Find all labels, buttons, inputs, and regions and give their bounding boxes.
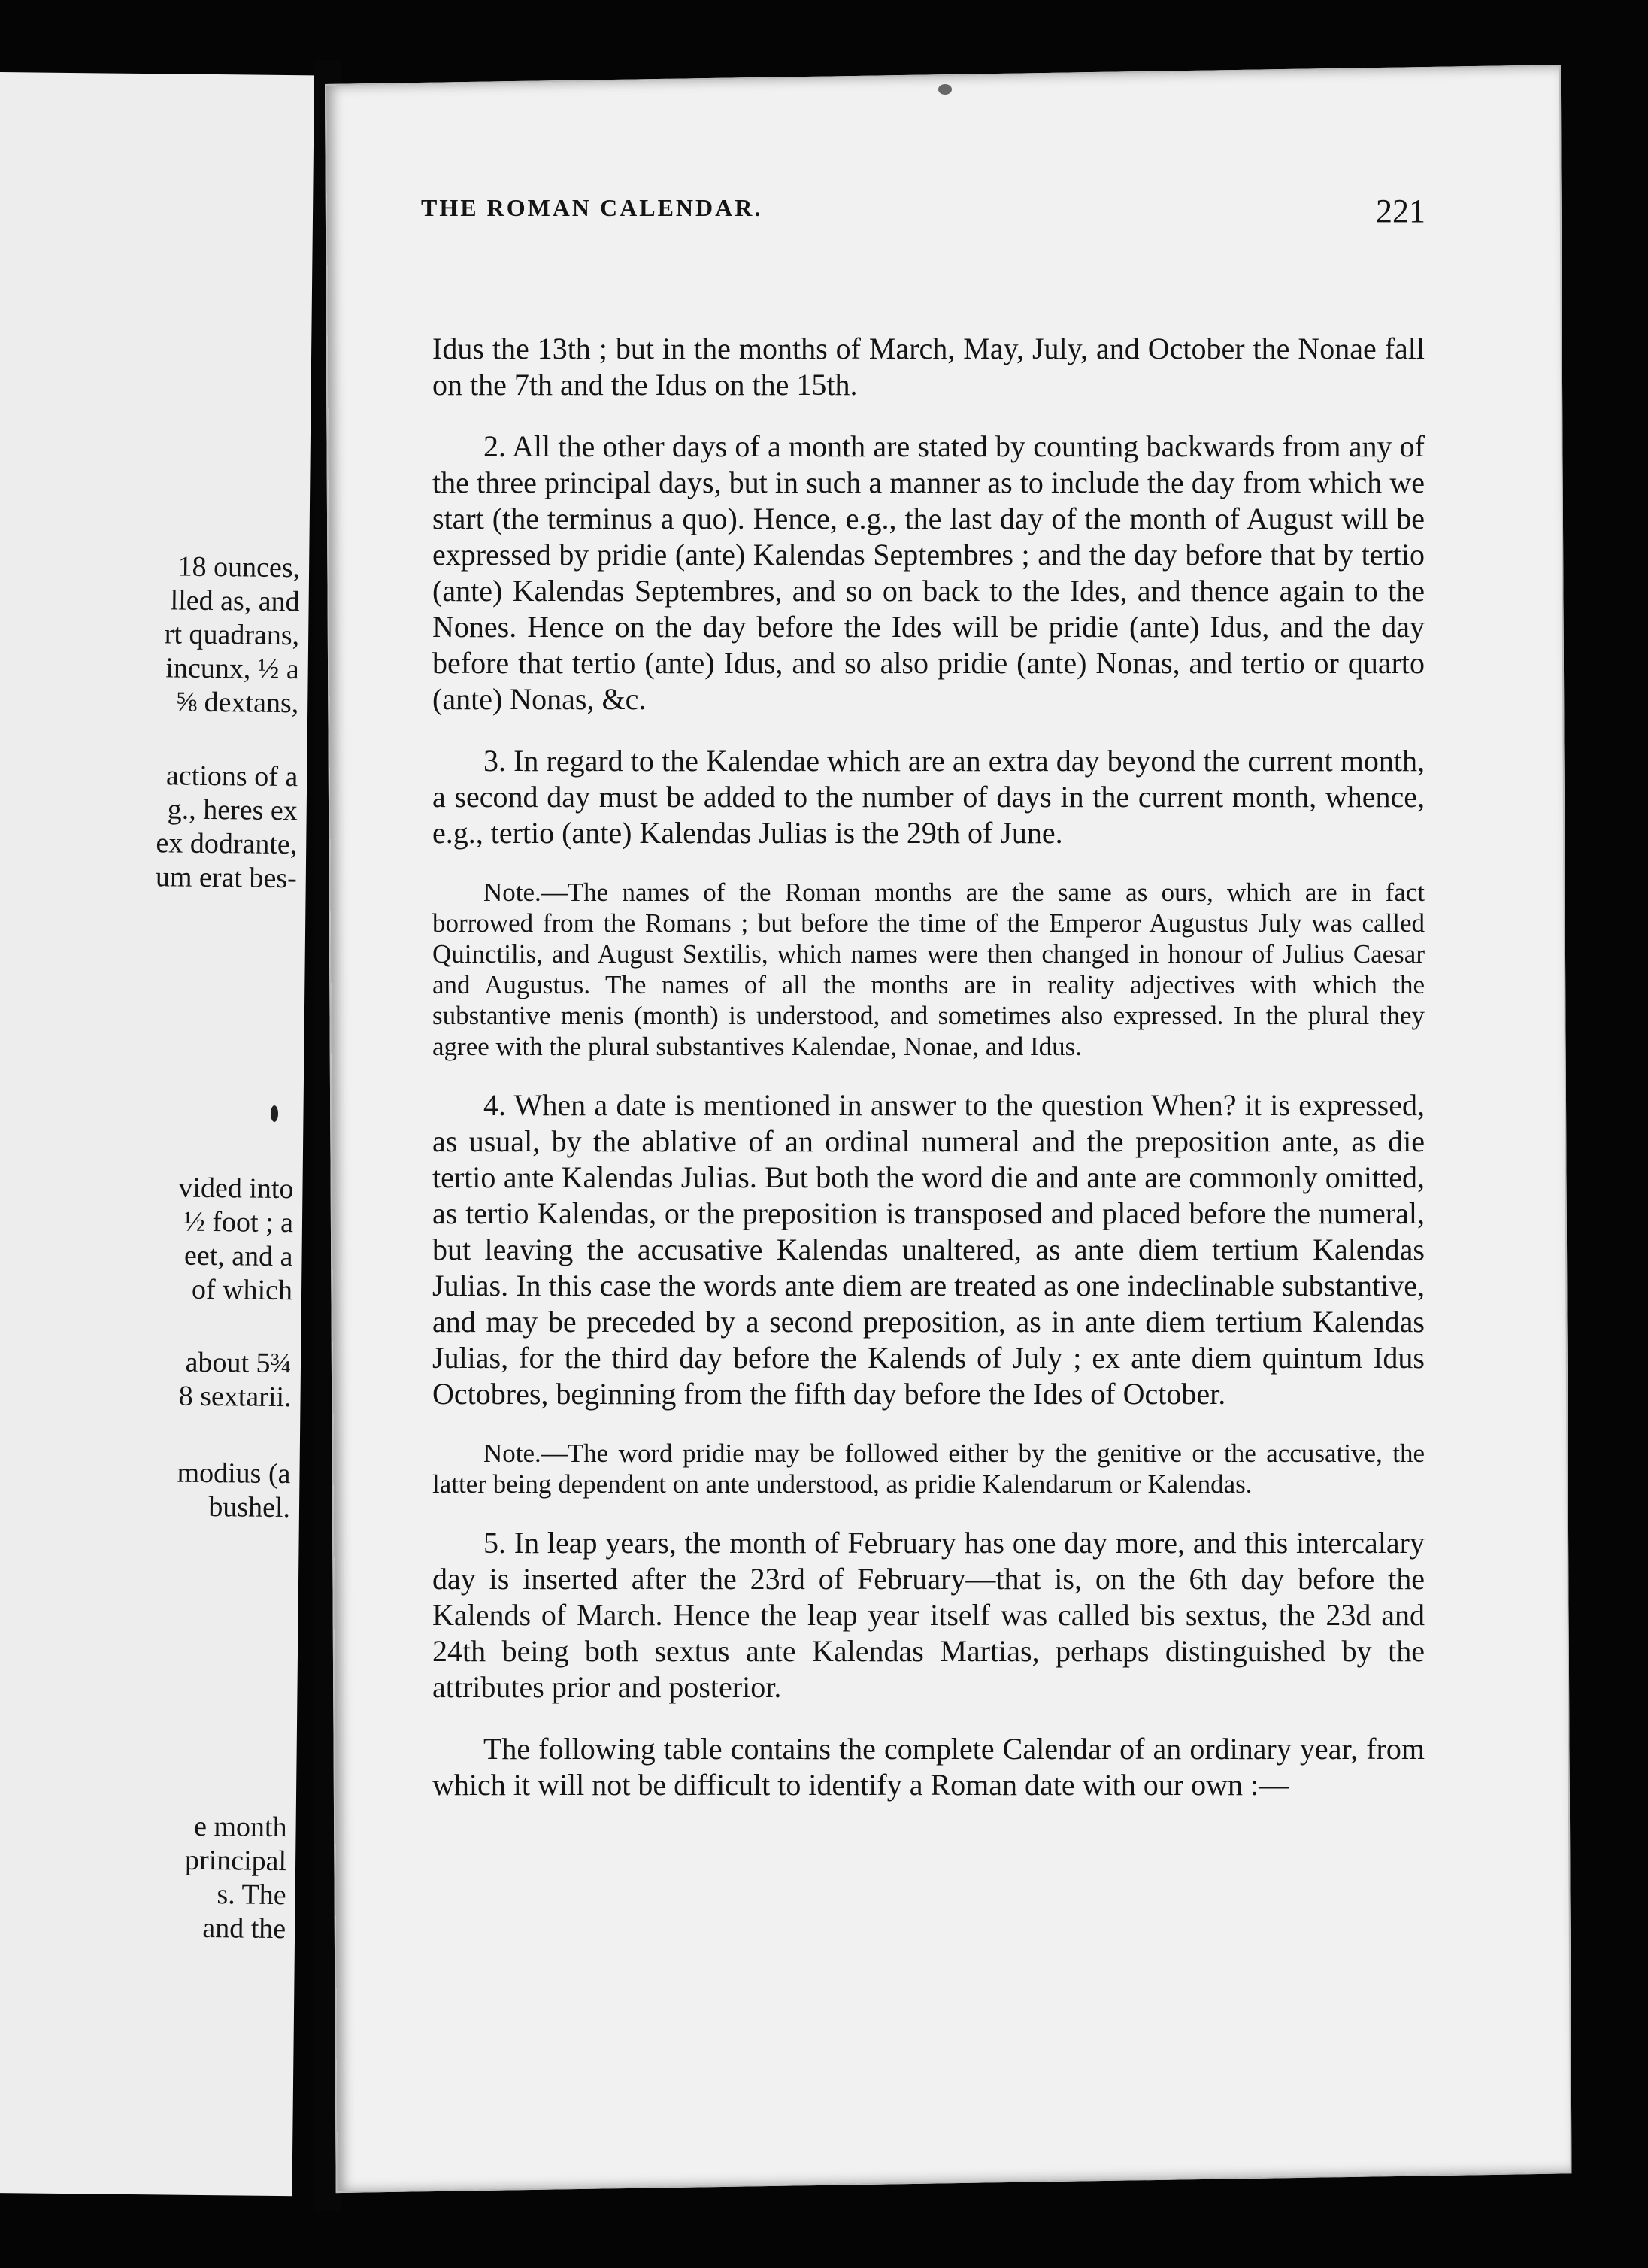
- left-page-fragment: about 5¾: [185, 1346, 292, 1380]
- body-paragraph: 4. When a date is mentioned in answer to the question When? it is expressed, as usual, by the ablative of an ordinal numeral and the preposition ante, as die tertio ante Kalendas Julias. But both the word die and ante are commonly omitted, as tertio Kalendas, or the preposition is transposed and placed before the numeral, but leaving the accusative Kalendas unaltered, as ante diem tertium Kalendas Julias. In this case the words ante diem are treated as one indeclinable substantive, and may be preceded by a second preposition, as in ante diem tertium Kalendas Julias, for the third day before the Kalends of July ; ex ante diem quintum Idus Octobres, beginning from the fifth day before the Ides of October.: [432, 1088, 1425, 1411]
- left-page-fragment: and the: [202, 1912, 286, 1945]
- page-text: [432, 331, 1425, 1829]
- left-page-fragment: ½ foot ; a: [183, 1205, 294, 1239]
- left-page-fragment: actions of a: [165, 760, 298, 793]
- left-page-fragment: um erat bes-: [155, 861, 298, 895]
- left-page-fragment: 8 sextarii.: [178, 1380, 292, 1414]
- left-page-fragment: bushel.: [208, 1491, 291, 1524]
- scan-speck: [938, 84, 952, 95]
- body-paragraph: 3. In regard to the Kalendae which are an extra day beyond the current month, a second day must be added to the number of days in the current month, whence, e.g., tertio (ante) Kalendas Julias is the 29th of June.: [432, 744, 1425, 850]
- left-page-fragment: principal: [184, 1844, 287, 1878]
- left-page-fragment: eet, and a: [183, 1239, 293, 1273]
- body-paragraph: 5. In leap years, the month of February has one day more, and this intercalary day is inserted after the 23rd of February—that is, on the 6th day before the Kalends of March. Hence the leap year itself was called bis sextus, the 23d and 24th being both sextus ante Kalendas Martias, perhaps distinguished by the attributes prior and posterior.: [432, 1526, 1425, 1704]
- note-paragraph: Note.—The names of the Roman months are the same as ours, which are in fact borrowed from the Romans ; but before the time of the Emperor Augustus July was called Quinctilis, and August Sextilis, which names were then changed in honour of Julius Caesar and Augustus. The names of all the months are in reality adjectives with which the substantive menis (month) is understood, and sometimes also expressed. In the plural they agree with the plural substantives Kalendae, Nonae, and Idus.: [432, 878, 1425, 1061]
- left-page-fragment: e month: [193, 1810, 287, 1844]
- left-page-fragment: 18 ounces,: [177, 550, 301, 584]
- left-page-fragment: ⅝ dextans,: [175, 686, 299, 720]
- body-paragraph: Idus the 13th ; but in the months of March, May, July, and October the Nonae fall on the 7th and the Idus on the 15th.: [432, 332, 1425, 402]
- left-page-fragment: s. The: [217, 1878, 286, 1912]
- left-page-fragment: of which: [191, 1273, 293, 1307]
- left-page: [0, 72, 314, 2196]
- left-page-fragment: ex dodrante,: [156, 827, 298, 861]
- running-head: THE ROMAN CALENDAR.: [421, 194, 763, 221]
- left-page-fragment: incunx, ½ a: [165, 652, 299, 686]
- body-paragraph: The following table contains the complete Calendar of an ordinary year, from which it will not be difficult to identify a Roman date with our own :—: [432, 1732, 1425, 1802]
- left-page-fragment: rt quadrans,: [164, 618, 300, 652]
- left-page-fragment: g., heres ex: [167, 793, 298, 827]
- scan-speck: [271, 1105, 278, 1122]
- left-page-fragment: modius (a: [177, 1457, 291, 1490]
- body-paragraph: 2. All the other days of a month are stated by counting backwards from any of the three principal days, but in such a manner as to include the day from which we start (the terminus a quo). Hence, e.g., the last day of the month of August will be expressed by pridie (ante) Kalendas Septembres ; and the day before that by tertio (ante) Kalendas Septembres, and so on back to the Ides, and thence again to the Nones. Hence on the day before the Ides will be pridie (ante) Idus, and the day before that tertio (ante) Idus, and so also pridie (ante) Nonas, and tertio or quarto (ante) Nonas, &c.: [432, 429, 1425, 716]
- left-page-fragment: vided into: [178, 1172, 294, 1205]
- left-page-fragment: lled as, and: [170, 584, 300, 618]
- note-paragraph: Note.—The word pridie may be followed either by the genitive or the accusative, the latter being dependent on ante understood, as pridie Kalendarum or Kalendas.: [432, 1439, 1425, 1499]
- page-number: 221: [1376, 193, 1425, 229]
